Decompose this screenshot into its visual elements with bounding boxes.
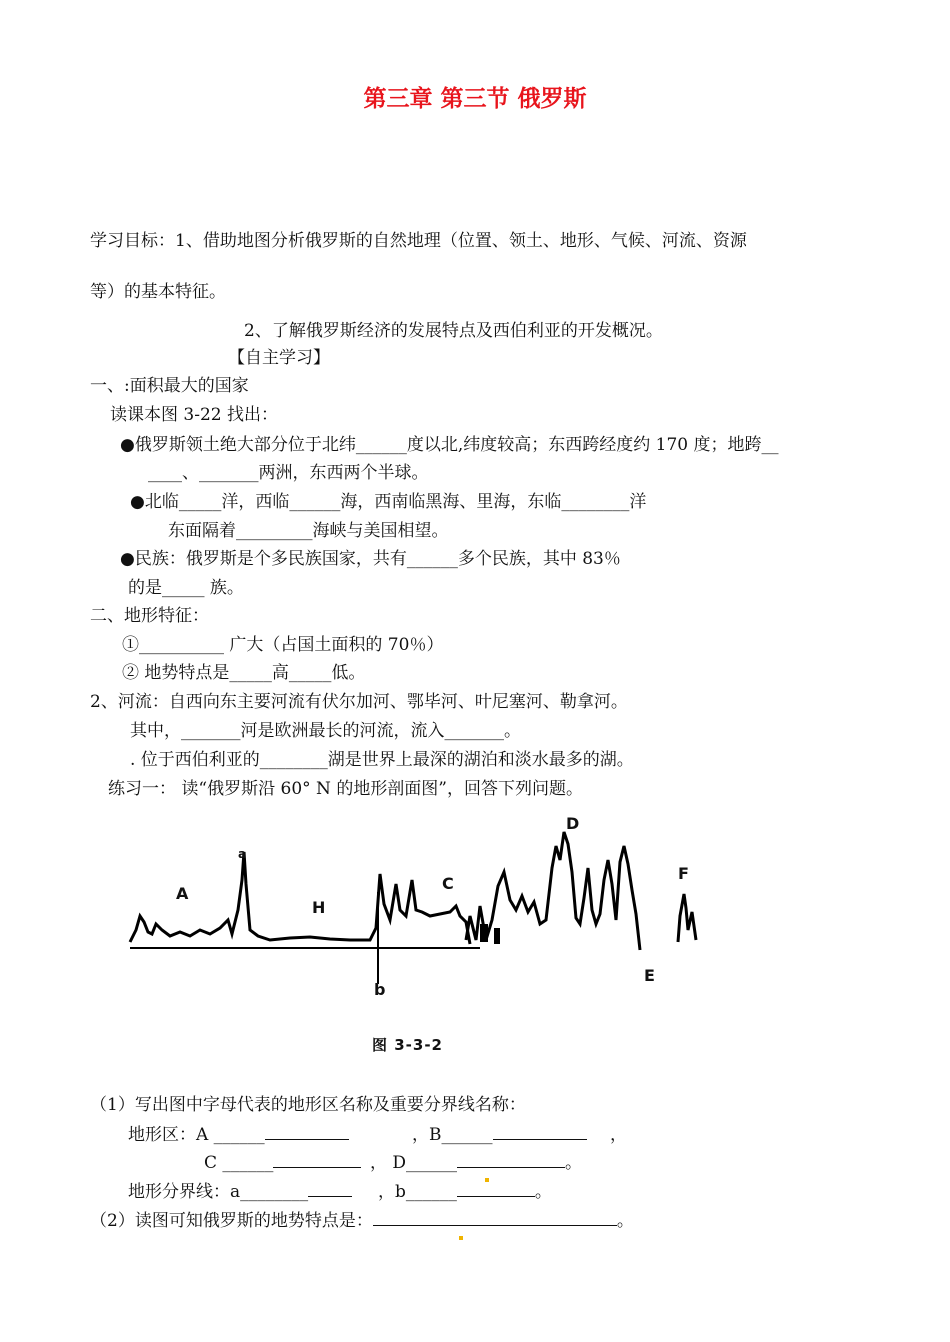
question-2-end: 。 — [616, 1211, 634, 1231]
figure-label-H: H — [312, 898, 326, 917]
blank-line — [273, 1167, 361, 1168]
q1-landform-C — [204, 1155, 361, 1172]
bullet-borders-line-1: ●北临_____洋，西临______海，西南临黑海、里海，东临________洋 — [130, 492, 647, 512]
profile-far-east — [678, 894, 696, 942]
q1-row1-end: ， — [610, 1125, 627, 1145]
profile-block-1 — [480, 924, 488, 942]
river-line-2: 其中，_______河是欧洲最长的河流，流入_______。 — [130, 721, 521, 741]
question-1: （1）写出图中字母代表的地形区名称及重要分界线名称： — [90, 1095, 526, 1115]
blank-line — [457, 1167, 565, 1168]
terrain-profile-figure — [120, 812, 710, 1062]
blank-line — [457, 1196, 535, 1197]
figure-label-E: E — [644, 966, 655, 985]
q1-landform-A — [128, 1127, 349, 1144]
objective-line-3: 2、了解俄罗斯经济的发展特点及西伯利亚的开发概况。 — [244, 321, 663, 341]
bullet-ethnic-line-2: 的是_____ 族。 — [128, 578, 244, 598]
figure-caption: 图 3-3-2 — [372, 1036, 443, 1054]
exercise-intro: 练习一： 读“俄罗斯沿 60° N 的地形剖面图”，回答下列问题。 — [108, 779, 584, 799]
q1-landform-D — [370, 1155, 582, 1172]
highlight-dot — [459, 1236, 463, 1240]
q1-row2-end: 。 — [565, 1153, 583, 1173]
profile-block-2 — [494, 928, 500, 944]
q1-landform-B-label: ，B______ — [412, 1125, 493, 1145]
figure-label-b: b — [374, 980, 386, 999]
bullet-latitude-line-2: ____、_______两洲，东西两个半球。 — [148, 463, 429, 483]
q1-boundary-b — [378, 1184, 552, 1201]
objective-line-1: 学习目标：1、借助地图分析俄罗斯的自然地理（位置、领土、地形、气候、河流、资源 — [90, 231, 747, 251]
blank-line — [373, 1225, 617, 1226]
objective-line-2: 等）的基本特征。 — [90, 282, 226, 302]
bullet-borders-line-2: 东面隔着_________海峡与美国相望。 — [168, 521, 449, 541]
figure-label-a: a — [238, 847, 247, 861]
section-1-intro: 读课本图 3-22 找出： — [110, 405, 278, 425]
section-3-heading: 2、河流：自西向东主要河流有伏尔加河、鄂毕河、叶尼塞河、勒拿河。 — [90, 692, 628, 712]
self-study-heading: 【自主学习】 — [228, 348, 330, 368]
q1-landform-D-label: ， D______ — [370, 1153, 458, 1173]
blank-line — [493, 1139, 587, 1140]
figure-label-A: A — [176, 884, 189, 903]
bullet-ethnic-line-1: ●民族：俄罗斯是个多民族国家，共有______多个民族，其中 83％ — [120, 549, 621, 569]
highlight-dot — [485, 1178, 489, 1182]
q1-boundary-b-label: ，b______ — [378, 1182, 457, 1202]
q1-boundary-a — [128, 1184, 352, 1201]
page-title: 第三章 第三节 俄罗斯 — [363, 86, 587, 112]
figure-label-D: D — [566, 814, 580, 833]
figure-label-F: F — [678, 864, 689, 883]
terrain-item-2: ② 地势特点是_____高_____低。 — [122, 663, 366, 683]
blank-line — [265, 1139, 349, 1140]
section-2-heading: 二、地形特征： — [90, 606, 209, 626]
question-2 — [90, 1213, 634, 1230]
q1-boundary-a-label: 地形分界线：a________ — [128, 1182, 309, 1202]
q1-landform-A-label: 地形区：A ______ — [128, 1125, 265, 1145]
bullet-latitude-line-1: ●俄罗斯领土绝大部分位于北纬______度以北,纬度较高；东西跨经度约 170 度；地跨__ — [120, 435, 779, 455]
terrain-item-1: ①__________ 广大（占国土面积的 70％） — [122, 635, 444, 655]
lake-line: . 位于西伯利亚的________湖是世界上最深的湖泊和淡水最多的湖。 — [130, 750, 634, 770]
q1-landform-B — [412, 1127, 587, 1144]
figure-label-C: C — [442, 874, 454, 893]
blank-line — [308, 1196, 352, 1197]
section-1-heading: 一、:面积最大的国家 — [90, 376, 249, 396]
question-2-label: （2）读图可知俄罗斯的地势特点是： — [90, 1211, 373, 1231]
q1-row3-end: 。 — [534, 1182, 552, 1202]
profile-east — [466, 832, 640, 950]
q1-landform-C-label: C ______ — [204, 1153, 274, 1173]
terrain-profile-svg — [120, 812, 710, 1062]
